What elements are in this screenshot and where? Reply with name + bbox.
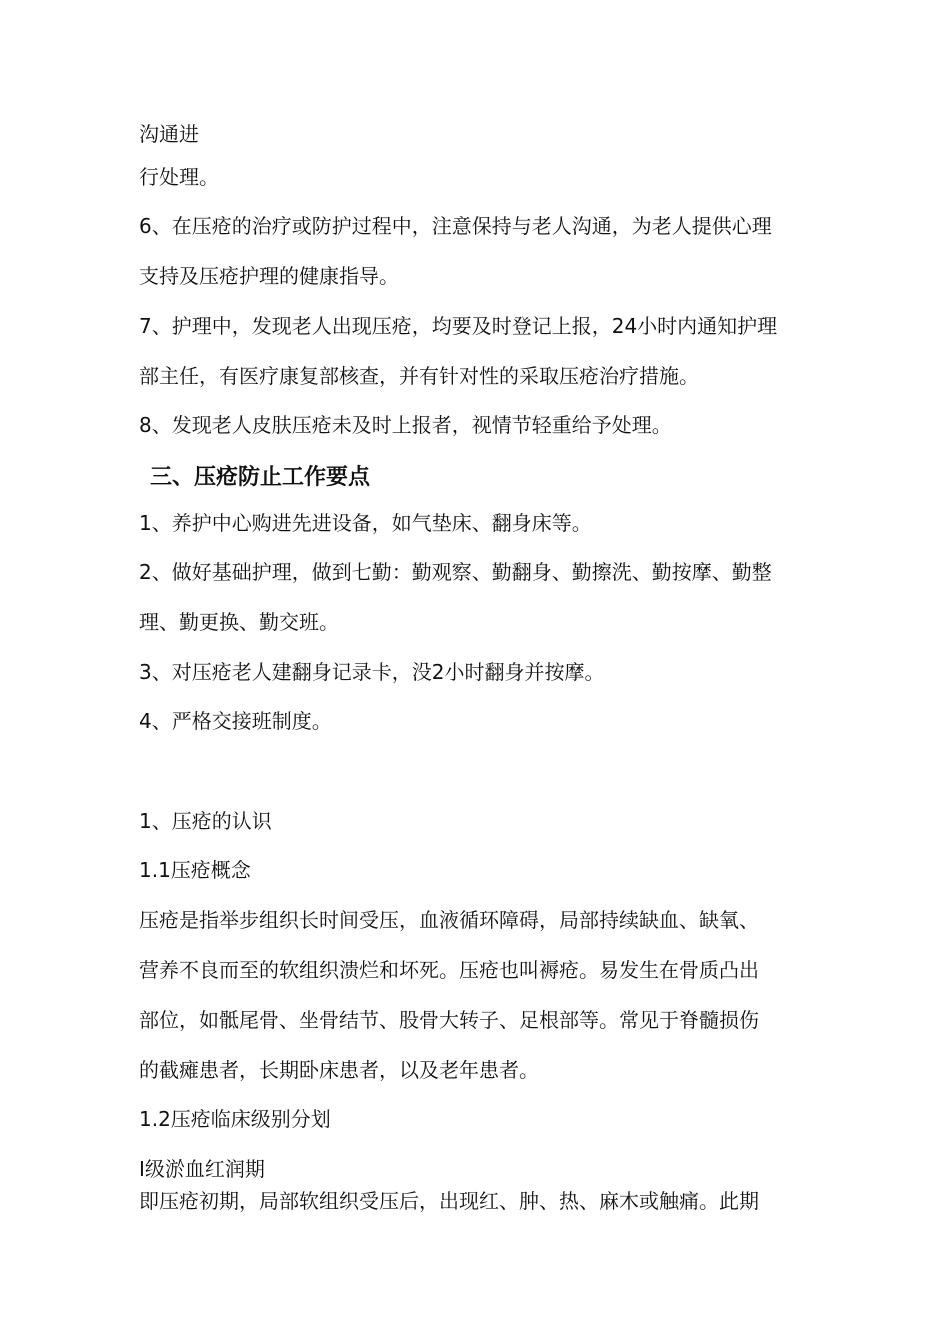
paragraph-line: 的截瘫患者，长期卧床患者，以及老年患者。 (139, 1058, 539, 1082)
list-item-8: 8、发现老人皮肤压疮未及时上报者，视情节轻重给予处理。 (139, 413, 672, 437)
paragraph-line: 营养不良而至的软组织溃烂和坏死。压疮也叫褥疮。易发生在骨质凸出 (139, 958, 759, 982)
list-item-2: 2、做好基础护理，做到七勤：勤观察、勤翻身、勤擦洗、勤按摩、勤整 (139, 560, 772, 584)
paragraph-line: 压疮是指举步组织长时间受压，血液循环障碍，局部持续缺血、缺氧、 (139, 908, 759, 932)
list-item-6: 6、在压疮的治疗或防护过程中，注意保持与老人沟通，为老人提供心理 (139, 214, 772, 238)
text-line: 行处理。 (139, 165, 219, 189)
list-item-3: 3、对压疮老人建翻身记录卡，没2小时翻身并按摩。 (139, 660, 605, 684)
text-line: 沟通进 (139, 122, 199, 146)
subsection-heading: 1、压疮的认识 (139, 809, 272, 833)
subsection-heading: 1.2压疮临床级别分划 (139, 1107, 331, 1131)
subsection-heading: 1.1压疮概念 (139, 858, 251, 882)
text-line: 部主任，有医疗康复部核查，并有针对性的采取压疮治疗措施。 (139, 364, 699, 388)
section-heading: 三、压疮防止工作要点 (150, 465, 371, 490)
text-line: 理、勤更换、勤交班。 (139, 610, 339, 634)
paragraph-line: 即压疮初期，局部软组织受压后，出现红、肿、热、麻木或触痛。此期 (139, 1189, 759, 1213)
subsection-heading: Ⅰ级淤血红润期 (139, 1157, 265, 1181)
list-item-1: 1、养护中心购进先进设备，如气垫床、翻身床等。 (139, 511, 592, 535)
text-line: 支持及压疮护理的健康指导。 (139, 264, 399, 288)
list-item-4: 4、严格交接班制度。 (139, 709, 332, 733)
paragraph-line: 部位，如骶尾骨、坐骨结节、股骨大转子、足根部等。常见于脊髓损伤 (139, 1008, 759, 1032)
list-item-7: 7、护理中，发现老人出现压疮，均要及时登记上报，24小时内通知护理 (139, 314, 778, 338)
